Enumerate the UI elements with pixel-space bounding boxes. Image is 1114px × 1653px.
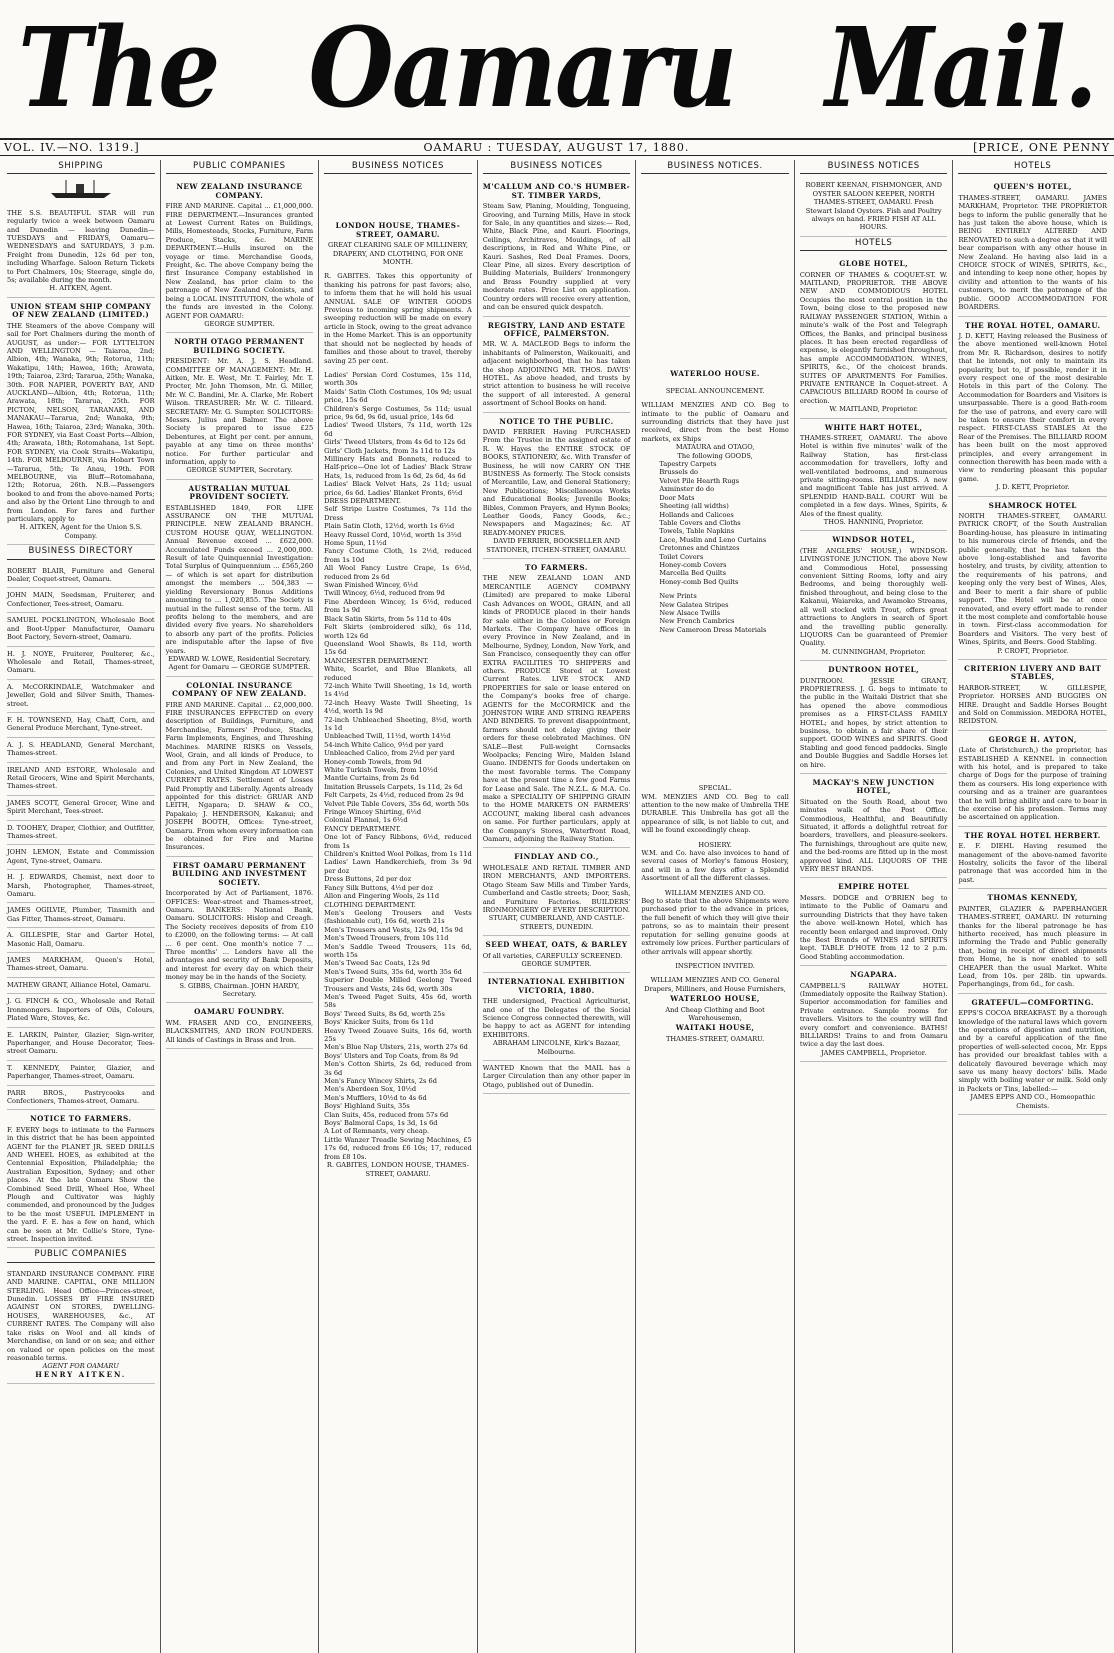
column-3 bbox=[319, 160, 478, 1653]
standard-insurance-agent: AGENT FOR OAMARU bbox=[42, 1362, 119, 1371]
goods-item: Door Mats bbox=[659, 493, 695, 502]
sale-item: Maids' Satin Cloth Costumes, 10s 9d; usual price, 15s 6d bbox=[324, 387, 472, 405]
menzies-name: WILLIAM MENZIES AND CO. bbox=[664, 888, 766, 897]
sale-item: Men's Tweed Paget Suits, 45s 6d, worth 58s bbox=[324, 992, 472, 1010]
directory-entry: F. H. TOWNSEND, Hay, Chaff, Corn, and General Produce Merchant, Tyne-street. bbox=[7, 713, 155, 738]
sale-item: 54-inch White Calico, 9½d per yard bbox=[324, 740, 444, 749]
advertisement-title: AUSTRALIAN MUTUAL PROVIDENT SOCIETY. bbox=[188, 483, 291, 502]
clearing-sale-subtitle: GREAT CLEARING SALE OF MILLINERY, DRAPERY, AND CLOTHING, FOR ONE MONTH. bbox=[327, 241, 468, 267]
sale-item: Millinery Hats and Bonnets, reduced to Half-price—One lot of Ladies' Black Straw Hats, 1s, reduced from 1s 6d, 2s 6d, 4s 6d bbox=[324, 454, 472, 480]
directory-entry: IRELAND AND ESTORE, Wholesale and Retail Grocers, Wine and Spirit Merchants, Thames-street. bbox=[7, 763, 155, 796]
ship-names: MATAURA and OTAGO, bbox=[675, 443, 755, 452]
directory-entry: PARR BROS., Pastrycooks and Confectioners, Thames-street, Oamaru. bbox=[7, 1086, 155, 1111]
goods-item: Axminster do do bbox=[659, 485, 715, 494]
business-notice-ads bbox=[483, 178, 631, 1094]
advertisement-text: THAMES-STREET, OAMARU. JAMES MARKHAM, Proprietor. THE PROPRIETOR begs to inform the public generally that he has just taken the above house, which is BEING ENTIRELY ALTERED AND RENOVATED to such a degree as that it will bear comparison with any other house in New Zealand. He having also laid in a CHOICE STOCK of WINES, SPIRITS, &c., and intending to keep none other, hopes by civility and attention to the wants of his customers, to merit the patronage of the public. GOOD ACCOMMODATION FOR BOARDERS. bbox=[958, 193, 1108, 312]
section-heading-public-companies: PUBLIC COMPANIES bbox=[166, 160, 314, 174]
advertisement-text: (Late of Christchurch,) the proprietor, has ESTABLISHED A KENNEL in connection with his hotel, and is prepared to take charge of Dogs for the purpose of training them as coursers. His long experience with coursing and as a trainer are guarantees that he will bring ability and care to bear in the exercise of his profession. Terms may be ascertained on application. bbox=[958, 746, 1108, 822]
directory-entry: H. J. EDWARDS, Chemist, next door to Marsh, Photographer, Thames-street, Oamaru. bbox=[7, 870, 155, 903]
sale-item: White Turkish Towels, from 10½d bbox=[324, 766, 438, 774]
umbrella-notice: WM. MENZIES AND CO. Beg to call attention to the new make of Umbrella THE DURABLE. This Umbrella has got all the appearance of silk, is not liable to cut, and will be found exceedingly cheap. bbox=[641, 792, 789, 835]
sale-item: Boys' Ulsters and Top Coats, from 8s 9d bbox=[324, 1051, 459, 1060]
sale-item: Mantle Curtains, from 2s 6d bbox=[324, 774, 419, 783]
advertisement-text: Of all varieties, CAREFULLY SCREENED. bbox=[482, 951, 623, 960]
sale-item: Men's Tweed Sac Coats, 12s 9d bbox=[324, 959, 430, 968]
column-7 bbox=[953, 160, 1112, 1653]
goods-item: Tapestry Carpets bbox=[659, 460, 717, 469]
following-goods: The following GOODS, bbox=[677, 451, 753, 460]
section-heading-business-directory: BUSINESS DIRECTORY bbox=[7, 545, 155, 559]
goods-item: Brussels do bbox=[659, 468, 699, 477]
advertisement-text: CAMPBELL'S RAILWAY HOTEL (Immediately opposite the Railway Station). Superior accommodation for families and Private entrance. Sample rooms for travellers. Visitors to the country will find every comfort and convenience. BATHS! BILLIARDS! Trains to and from Oamaru twice a day the last does. bbox=[799, 981, 948, 1049]
ship-icon bbox=[7, 178, 155, 202]
sale-item: Fancy Costume Cloth, 1s 2½d, reduced from 1s 10d bbox=[324, 547, 472, 564]
goods-item: Cretonnes and Chintzes bbox=[659, 544, 740, 553]
advertisement-signature: GEORGE SUMPTER. bbox=[521, 959, 592, 968]
advertisement-title: NORTH OTAGO PERMANENT BUILDING SOCIETY. bbox=[174, 337, 305, 355]
advertisement bbox=[958, 317, 1107, 497]
advertisement bbox=[166, 480, 314, 677]
directory-entry: A. McCORKINDALE, Watchmaker and Jeweller, Gold and Silver Smith, Thames-street. bbox=[7, 680, 155, 713]
advertisement bbox=[958, 827, 1107, 889]
advertisement bbox=[800, 966, 948, 1062]
goods-item: Towels, Table Napkins bbox=[659, 527, 735, 536]
masthead bbox=[0, 0, 1114, 138]
sale-item: Superior Double Milled Geelong Tweed Trousers and Vests, 24s 6d, worth 30s bbox=[324, 976, 472, 993]
menzies-signature: WILLIAM MENZIES AND CO. General Drapers, Milliners, and House Furnishers, bbox=[644, 976, 786, 993]
sale-item: Black Satin Skirts, from 5s 11d to 40s bbox=[324, 614, 452, 623]
special-heading: SPECIAL. bbox=[698, 784, 732, 793]
advertisement-title: GLOBE HOTEL, bbox=[839, 259, 909, 269]
sale-item: Boys' Tweed Suits, 8s 6d, worth 25s bbox=[324, 1009, 445, 1018]
prints-item: New French Cambrics bbox=[659, 617, 735, 626]
sale-item: One lot of Fancy Ribbons, 6½d, reduced from 1s bbox=[324, 833, 472, 850]
sale-item: Fancy Silk Buttons, 4½d per doz bbox=[324, 883, 433, 892]
public-company-ads bbox=[166, 178, 314, 1049]
advertisement-signature: GEORGE SUMPTER. bbox=[204, 319, 275, 328]
prints-item: New Alsace Twills bbox=[659, 608, 721, 617]
advertisement-text: WM. FRASER AND CO., ENGINEERS, BLACKSMITHS, AND IRON FOUNDERS. All kinds of Castings in Brass and Iron. bbox=[165, 1018, 314, 1044]
section-heading-business-notices: BUSINESS NOTICES bbox=[800, 160, 948, 174]
inspection-invited: INSPECTION INVITED. bbox=[675, 961, 755, 970]
advertisement bbox=[800, 419, 948, 532]
advertisement-text: FIRE AND MARINE. Capital ... £1,000,000. FIRE DEPARTMENT.—Insurances granted at Lowest Current Rates on Buildings, Mills, Homesteads, Stocks, Furniture, Farm Produce, Stacks, &c. MARINE DEPARTMENT.—Hulls insured on the voyage or time. Merchandise Goods, Freight, &c. The above Company being the first Insurance Company established in New Zealand, has prior claim to the patronage of New Zealand Colonists, and being a LOCAL INSTITUTION, the whole of the funds are invested in the Colony. AGENT FOR OAMARU: bbox=[165, 202, 314, 320]
sale-item: MANCHESTER DEPARTMENT. bbox=[324, 656, 429, 665]
sale-item: 72-inch White Twill Sheeting, 1s 1d, worth 1s 4½d bbox=[324, 681, 472, 699]
keenan-text: ROBERT KEENAN, FISHMONGER, AND OYSTER SALOON KEEPER, NORTH THAMES-STREET, OAMARU. Fresh Stewart Island Oysters. Fish and Poultry always on hand. FRIED FISH AT ALL HOURS. bbox=[805, 181, 942, 232]
advertisement bbox=[483, 559, 631, 848]
advertisement-signature: H. AITKEN, Agent. bbox=[49, 284, 113, 293]
advertisement-text: THE S.S. BEAUTIFUL STAR will run regularly twice a week between Oamaru and Dunedin — leaving Dunedin—TUESDAYS and FRIDAYS, Oamaru—WEDNESDAYS and SATURDAYS, 3 p.m. Freight from Dunedin, 12s 6d per ton, including Wharfage. Saloon Return Tickets to Port Chalmers, 10s; Steerage, single do, 5s; available during the month. bbox=[7, 208, 155, 285]
advertisement-text: WHOLESALE AND RETAIL TIMBER AND IRON MERCHANTS, AND IMPORTERS. Otago Steam Saw Mills and Timber Yards, Cumberland and Castle streets; Door, Sash, and Furniture Factories. BUILDERS' IRONMONGERY OF EVERY DESCRIPTION. bbox=[482, 863, 631, 914]
advertisement-title: GEORGE H. AYTON, bbox=[988, 734, 1077, 744]
advertisement bbox=[483, 936, 631, 973]
advertisement-title: THOMAS KENNEDY, bbox=[987, 893, 1078, 903]
directory-entry: JAMES OGILVIE, Plumber, Tinsmith and Gas Fitter, Thames-street, Oamaru. bbox=[7, 903, 155, 928]
directory-entry: JAMES SCOTT, General Grocer, Wine and Spirit Merchant, Tees-street. bbox=[7, 796, 155, 821]
advertisement-text: THE undersigned, Practical Agriculturist, and one of the Delegates of the Social Science Congress connected therewith, will be happy to act as AGENT for intending EXHIBITORS. bbox=[482, 997, 631, 1039]
prints-item: New Prints bbox=[659, 592, 697, 601]
notice-to-farmers bbox=[7, 1110, 155, 1248]
hosiery-heading: HOSIERY. bbox=[698, 840, 732, 849]
advertisement bbox=[958, 178, 1107, 316]
advertisement-title: THE ROYAL HOTEL, OAMARU. bbox=[964, 320, 1101, 330]
advertisement-title: SHAMROCK HOTEL bbox=[988, 500, 1077, 510]
sale-item: Colonial Flannel, 1s 6½d bbox=[324, 816, 408, 825]
sale-item: FANCY DEPARTMENT. bbox=[324, 824, 401, 833]
sale-item: Men's Blue Nap Ulsters, 21s, worth 27s 6d bbox=[324, 1043, 468, 1052]
waitaki-house: WAITAKI HOUSE, bbox=[675, 1023, 755, 1033]
section-heading-business-notices: BUSINESS NOTICES bbox=[324, 160, 472, 174]
advertisement-title: REGISTRY, LAND AND ESTATE OFFICE, PALMERSTON. bbox=[487, 320, 626, 338]
goods-item: Table Covers and Cloths bbox=[659, 518, 741, 527]
advertisement bbox=[483, 848, 631, 936]
advertisement bbox=[483, 317, 631, 413]
advertisement-title: NEW ZEALAND INSURANCE COMPANY. bbox=[176, 182, 303, 200]
sale-item: Swan Finished Wincey, 6½d bbox=[324, 581, 418, 590]
thames-street: THAMES-STREET, OAMARU. bbox=[665, 1034, 765, 1043]
hosiery-text: W.M. and Co. have also invoices to hand of several cases of Morley's famous Hosiery, and will in a few days offer a Splendid Assortment of all the different classes. bbox=[641, 849, 789, 883]
advertisement bbox=[800, 661, 948, 774]
advertisement-title: UNION STEAM SHIP COMPANY OF NEW ZEALAND (LIMITED.) bbox=[10, 301, 152, 320]
sale-item: 72-inch Heavy Waste Twill Sheeting, 1s 4½d, worth 1s 9d bbox=[324, 698, 472, 716]
advertisement-title: DUNTROON HOTEL, bbox=[828, 665, 920, 675]
gabites-intro: R. GABITES. Takes this opportunity of thanking his patrons for past favors; also, to inform them that he will hold his usual ANNUAL SALE OF WINTER GOODS Previous to incoming spring shipments. A sweeping reduction will be made on every article in Stock, owing to the great advance in the Home Market. This is an opportunity that should not be neglected by heads of families and those about to travel, thereby saving 25 per cent. bbox=[324, 272, 472, 365]
goods-item: Marcella Bed Quilts bbox=[659, 569, 726, 578]
standard-insurance-ad bbox=[7, 1267, 155, 1384]
directory-entry: ROBERT BLAIR, Furniture and General Dealer, Coquet-street, Oamaru. bbox=[7, 564, 155, 589]
sale-item: CLOTHING DEPARTMENT. bbox=[324, 900, 416, 909]
advertisement-signature: DAVID FERRIER, BOOKSELLER AND STATIONER, ITCHEN-STREET, OAMARU. bbox=[486, 537, 627, 554]
sale-item: Heavy Tweed Zouave Suits, 16s 6d, worth 25s bbox=[324, 1026, 472, 1043]
sale-item: Plain Satin Cloth, 12½d, worth 1s 6½d bbox=[324, 522, 455, 531]
advertisement-title: NOTICE TO THE PUBLIC. bbox=[499, 416, 614, 426]
section-heading-hotels: HOTELS bbox=[958, 160, 1107, 174]
directory-entry: E. LARKIN, Painter, Glazier, Sign-writer, Paperhanger, and House Decorator, Tees-street Oamaru. bbox=[7, 1028, 155, 1061]
advertisement-text: FIRE AND MARINE. Capital ... £2,000,000. FIRE INSURANCES EFFECTED on every description of Buildings, Furniture, and Merchandise, Farmers' Produce, Stacks, Farm Implements, Engines, and Threshing Machines. MARINE RISKS on Vessels, Wool, Grain, and all kinds of Produce, to and from any Port in New Zealand, the Colonies, and United Kingdom AT LOWEST CURRENT RATES. Settlement of Losses Paid Promptly and Liberally. Agents already appointed for this district: GRUAR AND LEITH, Ngapara; D. SHAW & CO., Papakaio; J. HENDERSON, Kakanui; and JOSEPH BOOTH, Offices: Tyne-street, Oamaru. From whom every information can be obtained for Fire and Marine Insurances. bbox=[165, 700, 314, 852]
advertisement-signature: W. MAITLAND, Proprietor. bbox=[829, 405, 918, 414]
advertisement bbox=[483, 178, 631, 316]
directory-entry: A. GILLESPIE, Star and Garter Hotel, Masonic Hall, Oamaru. bbox=[7, 928, 155, 953]
columns bbox=[0, 160, 1114, 1653]
advertisement-text: Steam Saw, Planing, Moulding, Tongueing, Grooving, and Turning Mills, Have in stock for Sale, in any quantities and sizes:— Red, White, Black Pine, and Kauri. Floorings, Ceilings, Architraves, Mouldings, of all descriptions, in Red and White Pine, or Kauri. Sashes, Red Deal Frames. Doors, Clear Pine, all sizes. Every description of Building Materials, Builders' Ironmongery and Brass Foundry supplied at very moderate rates. Price List on application. Country orders will receive every attention, and can be ensured quick despatch. bbox=[482, 202, 631, 312]
advertisement-text: MR. W. A. MACLEOD Begs to inform the inhabitants of Palmerston, Waikouaiti, and adjacent neighborhood, that he has taken the shop ADJOINING MR. THOS. DAVIS' HOTEL. As above headed, and trusts by strict attention to business he will receive the support of all interested. A general assortment of School Books on hand. bbox=[482, 340, 631, 408]
advertisement bbox=[483, 973, 631, 1061]
column-1 bbox=[2, 160, 161, 1653]
notice-title: NOTICE TO FARMERS. bbox=[30, 1114, 132, 1124]
directory-entry: T. KENNEDY, Painter, Glazier, and Paperhanger, Thames-street, Oamaru. bbox=[7, 1061, 155, 1086]
advertisement bbox=[483, 1061, 631, 1094]
directory-entry: JOHN MAIN, Seedsman, Fruiterer, and Confectioner, Tees-street, Oamaru. bbox=[7, 588, 155, 613]
prints-list bbox=[641, 592, 789, 634]
masthead-word-mail: Mail. bbox=[825, 4, 1096, 133]
directory-entry: A. J. S. HEADLAND, General Merchant, Thames-street. bbox=[7, 738, 155, 763]
advertisement bbox=[483, 413, 631, 560]
sale-item: Fine Aberdeen Wincey, 1s 6½d, reduced from 1s 9d bbox=[324, 597, 472, 615]
sale-item: Ladies' Tweed Ulsters, 7s 11d, worth 12s 6d bbox=[324, 421, 472, 438]
sale-item: Self Stripe Lustre Costumes, 7s 11d the Dress bbox=[324, 505, 472, 522]
sale-item: Men's Fancy Wincey Shirts, 2s 6d bbox=[324, 1077, 437, 1086]
directory-entry: H. J. NOYE, Fruiterer, Poulterer, &c., Wholesale and Retail, Thames-street, Oamaru. bbox=[7, 647, 155, 680]
sale-item: Men's Trousers and Vests, 12s 9d, 15s 9d bbox=[324, 925, 463, 934]
sale-item: Felt Skirts (embroidered silk), 6s 11d, worth 12s 6d bbox=[324, 623, 472, 640]
advertisement bbox=[958, 994, 1107, 1115]
column-4 bbox=[478, 160, 637, 1653]
advertisement-text: NORTH THAMES-STREET, OAMARU. PATRICK CROFT, of the South Australian Boarding-house, has pleasure in intimating to his numerous circle of friends, and the public generally, that he has taken the above long-established and favorite hostelry, and trusts, by civility, attention to the requirements of his patrons, and keeping only the very best of Wines, Ales, and Beer to merit a fair share of public support. The Hotel will be at once renovated, and every effort made to render it the most complete and comfortable house in town. First-class accommodation for Boarders and Visitors. The very best of Wines, Spirits, and Beers. Good Stabling. bbox=[958, 512, 1108, 647]
advertisement-text: WANTED Known that the MAIL has a Larger Circulation than any other paper in Otago, published out of Dunedin. bbox=[482, 1064, 631, 1089]
sale-item: Unbleached Twill, 11½d, worth 14½d bbox=[324, 732, 451, 741]
sale-item: Men's Saddle Tweed Trousers, 11s 6d, worth 15s bbox=[324, 942, 472, 959]
goods-item: Sheeting (all widths) bbox=[659, 502, 729, 511]
sale-item: Men's Geelong Trousers and Vests (fashionable cut), 16s 6d, worth 21s bbox=[324, 908, 472, 926]
standard-insurance-text: STANDARD INSURANCE COMPANY. FIRE AND MARINE. CAPITAL, ONE MILLION STERLING. Head Office—Princes-street, Dunedin. LOSSES BY FIRE INSURED AGAINST ON STORES, DWELLING-HOUSES, WAREHOUSES, &c., AT CURRENT RATES. The Company will also take risks on Wool and all kinds of Merchandise, on land or on sea; and either on valued or open policies on the most reasonable terms. bbox=[7, 1269, 155, 1362]
advertisement-signature: JAMES EPPS AND CO., Homeopathic Chemists. bbox=[970, 1093, 1096, 1110]
waterloo-house-title: WATERLOO HOUSE. bbox=[670, 369, 760, 379]
advertisement bbox=[958, 731, 1107, 827]
advertisement bbox=[800, 774, 948, 878]
advertisement bbox=[958, 889, 1107, 993]
sale-item: Girls' Tweed Ulsters, from 4s 6d to 12s 6d bbox=[324, 438, 466, 447]
sale-item: Men's Aberdeen Sox, 10½d bbox=[324, 1085, 417, 1094]
advertisement-title: NGAPARA. bbox=[850, 970, 898, 980]
directory-entry: MATHEW GRANT, Alliance Hotel, Oamaru. bbox=[7, 978, 155, 994]
advertisement bbox=[800, 531, 948, 661]
shipments-text: Beg to state that the above Shipments were purchased prior to the advance in prices, the full benefit of which they will give their patrons, so as to maintain their present reputation for selling genuine goods at extremely low prices. Further particulars of other arrivals will appear shortly. bbox=[641, 897, 789, 956]
sale-item: Ladies' Black Velvet Hats, 2s 11d; usual price, 6s 6d. Ladies' Blanket Fronts, 6½d bbox=[324, 480, 472, 497]
section-heading-public-companies: PUBLIC COMPANIES bbox=[7, 1248, 155, 1262]
gabites-signature: R. GABITES, LONDON HOUSE, THAMES-STREET, OAMARU. bbox=[326, 1161, 470, 1178]
sale-item: Boys' Knicker Suits, from 6s 11d bbox=[324, 1018, 434, 1027]
advertisement-title: COLONIAL INSURANCE COMPANY OF NEW ZEALAND. bbox=[172, 680, 307, 699]
menzies-intro: WILLIAM MENZIES AND CO. Beg to intimate to the public of Oamaru and surrounding districts that they have just received, direct from the best Home markets, ex Ships bbox=[641, 401, 789, 443]
directory-entry: D. TOOHEY, Draper, Clothier, and Outfitter, Thames-street. bbox=[7, 821, 155, 846]
sale-item: Twill Wincey, 6½d, reduced from 9d bbox=[324, 589, 445, 598]
section-heading-hotels: HOTELS bbox=[800, 237, 948, 251]
sale-item: Boys' Highland Suits, 35s bbox=[324, 1102, 410, 1111]
sale-item: DRESS DEPARTMENT. bbox=[324, 497, 402, 505]
advertisement-signature: P. CROFT, Proprietor. bbox=[997, 646, 1069, 655]
special-announcement: SPECIAL ANNOUNCEMENT. bbox=[665, 386, 765, 395]
advertisement bbox=[166, 677, 314, 857]
advertisement-title: MACKAY'S NEW JUNCTION HOTEL, bbox=[812, 778, 935, 796]
sale-item: Little Wanzer Treadle Sewing Machines, £5 17s 6d, reduced from £6 10s; 17, reduced from £8 10s. bbox=[324, 1135, 472, 1161]
section-heading-shipping: SHIPPING bbox=[7, 160, 155, 174]
advertisement-text: J. D. KETT, Having released the Business of the above mentioned well-known Hotel from Mr. R. Richardson, desires to notify that he intends, not only to maintain its popularity, but to, if possible, render it in every respect one of the most desirable Hotels in this part of the Colony. The Accommodation for Boarders and Visitors is unsurpassable. There is a good Bath-room for the use of patrons, and every care will be taken to ensure their comfort in every respect. FIRST-CLASS STABLES At the Rear of the Premises. The BILLIARD ROOM has been built on the most approved principles, and every arrangement in connection therewith has been made with a view to rendering pleasant this popular game. bbox=[958, 331, 1108, 483]
masthead-word-oamaru: Oamaru bbox=[308, 4, 736, 133]
goods-item: Honey-comb Bed Quilts bbox=[659, 577, 739, 586]
directory-entry: JAMES MARKHAM, Queen's Hotel, Thames-street, Oamaru. bbox=[7, 953, 155, 978]
advertisement-title: FINDLAY AND CO., bbox=[514, 852, 599, 862]
goods-list bbox=[641, 460, 789, 586]
sale-item: Men's Tweed Trousers, from 10s 11d bbox=[324, 934, 449, 943]
sale-item: All Wool Fancy Lustre Crape, 1s 6½d, reduced from 2s 6d bbox=[324, 564, 472, 581]
waterloo-house-footer: WATERLOO HOUSE, bbox=[670, 994, 760, 1004]
section-heading-business-notices: BUSINESS NOTICES bbox=[483, 160, 631, 174]
advertisement-text: Incorporated by Act of Parliament, 1876. OFFICES: Wear-street and Thames-street, Oamaru. BANKERS: National Bank, Oamaru. SOLICITORS: Hislop and Creagh. The Society receives deposits of from £10 to £2000, on the following terms: — At call ... 6 per cent. One month's notice 7 ... Three months' ... Lenders have all the advantages and security of Bank Deposits, and interest for every day on which their money may be in the hands of the Society. bbox=[165, 889, 314, 982]
advertisement-text: PRESIDENT: Mr. A. J. S. Headland. COMMITTEE OF MANAGEMENT: Mr. H. Aitken, Mr. E. West, Mr. T. Fairley, Mr. T. Procter, Mr. John Thomson, Mr. G. Miller, Mr. W. C. Bandini, Mr. A. Clarke, Mr. Robert Wilson. TREASURER: Mr. W. C. Tilleard. SECRETARY: Mr. G. Sumpter. SOLICITORS: Messrs. Julius and Balmer. The above Society is prepared to issue £25 Debentures, at Eight per cent. per annum, payable at any time on three months' notice. For further particular and information, apply to bbox=[165, 357, 314, 466]
advertisement-signature: ABRAHAM LINCOLNE, Kirk's Bazaar, Melbourne. bbox=[492, 1039, 621, 1056]
advertisement-signature: GEORGE SUMPTER, Secretary. bbox=[186, 466, 293, 475]
advertisement-title: QUEEN'S HOTEL, bbox=[993, 182, 1072, 192]
advertisement bbox=[800, 878, 948, 966]
advertisement-text: THE Steamers of the above Company will sail for Port Chalmers during the month of AUGUST, as under:— FOR LYTTELTON AND WELLINGTON — Taiaroa, 2nd; Albion, 4th; Wanaka, 9th; Rotorua, 11th; Wakatipu, 14th; Hawea, 16th; Arawata, 19th; Taiaroa, 23rd; Tararua, 25th; Wanaka, 30th. FOR NAPIER, POVERTY BAY, AND AUCKLAND—Albion, 4th; Rotorua, 11th; Arawata, 18th; Tararua, 25th. FOR PICTON, NELSON, TARANAKI, AND MANAKAU—Tararua, 2nd; Wanaka, 9th; Hawea, 16th; Taiaroa, 23rd; Wanaka, 30th. FOR SYDNEY, via East Coast Ports—Albion, 4th; Arawata, 18th; Rotomahana, 1st Sept. FOR SYDNEY, via Cook Straits—Wakatipu, 14th. FOR MELBOURNE, via Hobart Town—Tararua, 5th; Te Anau, 19th. FOR MELBOURNE, via Bluff—Rotomahana, 12th; Rotorua, 26th. N.B.—Passengers booked to and from the above-named Ports; and also by the Orient Line through to and from London. For fares and further particulars, apply to bbox=[7, 321, 155, 524]
section-heading-business-notices: BUSINESS NOTICES. bbox=[641, 160, 789, 174]
column-5 bbox=[636, 160, 795, 1653]
advertisement-text: DAVID FERRIER Having PURCHASED From the Trustee in the assigned estate of R. W. Hayes the ENTIRE STOCK OF BOOKS, STATIONERY, &c. With Transfer of Business, he will now CARRY ON THE BUSINESS As formerly. The Stock consists of Mercantile, Law, and General Stationery; New Publications; Miscellaneous Works and Educational Books; Juvenile Books; Bibles, Common Prayers, and Hymn Books; Leather Goods, Fancy Goods, &c.; Newspapers and Magazines; &c. AT READY-MONEY PRICES. bbox=[482, 427, 631, 537]
sale-item: Fringe Wincey Shirting, 6½d bbox=[324, 808, 422, 817]
advertisement-signature: JAMES CAMPBELL, Proprietor. bbox=[821, 1048, 927, 1057]
advertisement-text: Situated on the South Road, about two minutes walk of the Post Office. Commodious, Healthful, and Beautifully Situated, it affords a delightful retreat for boarders, travellers, and pleasure-seekers. The furnishings, throughout are quite new, and the bed-rooms are fitted up in the most approved kind. ALL LIQUORS OF THE VERY BEST BRANDS. bbox=[799, 797, 948, 874]
shipping-ads bbox=[7, 206, 155, 545]
dateline bbox=[0, 138, 1114, 156]
sale-item: Men's Tweed Suits, 35s 6d, worth 35s 6d bbox=[324, 967, 462, 976]
advertisement-title: WINDSOR HOTEL, bbox=[832, 535, 915, 545]
advertisement-signature: S. GIBBS, Chairman. JOHN HARDY, Secretary. bbox=[179, 981, 300, 998]
sale-item: Home Spun, 11½d bbox=[324, 539, 387, 548]
goods-item: Lace, Muslin and Leno Curtains bbox=[659, 535, 767, 544]
advertisement-title: FIRST OAMARU PERMANENT BUILDING AND INVESTMENT SOCIETY. bbox=[171, 860, 307, 887]
hotel-ads bbox=[958, 178, 1107, 1115]
goods-item: Toilet Covers bbox=[659, 552, 704, 561]
advertisement-text: (THE ANGLERS' HOUSE,) WINDSOR-LIVINGSTONE JUNCTION. The above New and Commodious Hotel, possessing convenient Sitting Rooms, lofty and airy Bedrooms, and being thoroughly well-finished throughout, and being close to the Kakanui, Waiareka, and Awamoko Streams, all well stocked with Trout, offers great attractions to Anglers in search of Sport and the travelling public generally. LIQUORS Can be guaranteed of Premier Quality. bbox=[799, 546, 948, 648]
london-house-title: LONDON HOUSE, THAMES-STREET, OAMARU. bbox=[335, 221, 461, 239]
cheap-clothing: And Cheap Clothing and Boot Warehousemen, bbox=[665, 1005, 765, 1022]
notice-text: F. EVERY begs to intimate to the Farmers in this district that he has been appointed AGENT for the PLANET JR. SEED DRILLS AND WHEEL HOES, as exhibited at the Centennial Exposition, Philadelphia; the Australian Exposition, Sydney; and other places. At the late Oamaru Show the Combined Seed Drill, Wheel Hoe, Wheel Plough and Cultivator was highly commended, and pronounced by the Judges to be the most USEFUL IMPLEMENT in the yard. F. E. has a few on hand, which can be seen at Mr. Collie's Store, Tyne-street. Inspection invited. bbox=[7, 1125, 155, 1244]
advertisement bbox=[958, 497, 1107, 660]
sale-item: Allon and Fingering Wools, 2s 11d bbox=[324, 892, 440, 901]
advertisement-signature: H. AITKEN, Agent for the Union S.S. Company. bbox=[19, 523, 142, 540]
standard-insurance-name: HENRY AITKEN. bbox=[35, 1369, 127, 1379]
sale-item: Men's Mufflers, 10½d to 4s 6d bbox=[324, 1093, 427, 1102]
advertisement-text: THE NEW ZEALAND LOAN AND MERCANTILE AGENCY COMPANY (Limited) are prepared to make Liberal Cash Advances on WOOL, GRAIN, and all kinds of PRODUCE placed in their hands for sale either in the Colonies or Foreign Markets. The Company have offices in every Province in New Zealand, and in Melbourne, Sydney, London, New York, and San Francisco, consequently they can offer EXTRA FACILITIES TO SHIPPERS and others. PRODUCE Stored at Lowest Current Rates. LIVE STOCK AND PROPERTIES for sale or lease entered on the Company's books free of charge. AGENTS for the McCORMICK and the JOHNSTON WIRE AND STRING REAPERS AND BINDERS. To prevent disappointment, farmers should not delay giving their orders for these celebrated Machines. ON SALE—Best Full-weight Cornsacks Woolpacks; Fencing Wire, Malden Island Guano. INDENTS for Goods undertaken on the most favorable terms. The Company have at the present time a few good Farms for Lease and Sale. The N.Z.L. & M.A. Co. make a SPECIALITY OF SHIPPING GRAIN to the HOME MARKETS ON FARMERS' ACCOUNT, making liberal cash advances on same. For further particulars, apply at the Company's Stores, Waterfront Road, Oamaru, adjoining the Railway Station. bbox=[482, 574, 631, 844]
advertisement-signature: M. CUNNINGHAM, Proprietor. bbox=[821, 647, 926, 656]
volume-number: VOL. IV.—NO. 1319.] bbox=[4, 141, 140, 154]
sale-item: A Lot of Remnants, very cheap. bbox=[324, 1127, 430, 1136]
sale-item: Clan Suits, 45s, reduced from 57s 6d bbox=[324, 1110, 449, 1119]
column-2 bbox=[161, 160, 320, 1653]
advertisement-signature: STUART, CUMBERLAND, AND CASTLE-STREETS, DUNEDIN. bbox=[488, 914, 625, 931]
advertisement-text: CORNER OF THAMES & COQUET-ST. W. MAITLAND, PROPRIETOR. THE ABOVE NEW AND COMMODIOUS HOTEL Occupies the most central position in the Town, being close to the proposed new RAILWAY PASSENGER STATION, Within a minute's walk of the Post and Telegraph Offices, the Banks, and principal business places. It has been erected regardless of expense, is elegantly furnished throughout, has ample ACCOMMODATION. WINES, SPIRITS, &c., Of the choicest brands. SUITES OF APARTMENTS For Families. PRIVATE ENTRANCE In Coquet-street. A CAPACIOUS BILLIARD ROOM In course of erection. bbox=[799, 270, 948, 405]
advertisement-text: HARBOR-STREET, W. GILLESPIE, Proprietor. HORSES AND BUGGIES ON HIRE. Draught and Saddle Horses Bought and Sold on Commission. MEDORA HOTEL, REIDSTON. bbox=[958, 683, 1108, 726]
sale-item: Men's Cotton Shirts, 2s 6d, reduced from 3s 6d bbox=[324, 1060, 472, 1077]
prints-item: New Galatea Stripes bbox=[659, 600, 729, 609]
sale-item: Dress Buttons, 2d per doz bbox=[324, 875, 412, 884]
advertisement-text: E. F. DIEHL Having resumed the management of the above-named favorite Hostelry, solicits the favor of the liberal patronage that was accorded him in the past. bbox=[958, 842, 1108, 884]
sale-item: Girls' Cloth Jackets, from 3s 11d to 12s bbox=[324, 446, 456, 455]
advertisement-signature: EDWARD W. LOWE, Residential Secretary. Agent for Oamaru — GEORGE SUMPTER. bbox=[168, 654, 311, 672]
advertisement-title: M'CALLUM AND CO.'S HUMBER-ST. TIMBER YARDS, bbox=[482, 182, 631, 200]
sale-item: 72-inch Unbleached Sheeting, 8½d, worth 1s 1d bbox=[324, 715, 472, 732]
sale-item-list bbox=[324, 371, 472, 1161]
advertisement-title: TO FARMERS. bbox=[525, 563, 588, 573]
advertisement bbox=[166, 333, 314, 480]
price: [PRICE, ONE PENNY bbox=[973, 141, 1110, 154]
advertisement-text: ESTABLISHED 1849, FOR LIFE ASSURANCE ON THE MUTUAL PRINCIPLE. NEW ZEALAND BRANCH. CUSTOM HOUSE QUAY, WELLINGTON. Annual Revenue exceed ... £622,000. Accumulated Funds exceed ... 2,000,000. Result of late Quinquennial Investigation: Total Surplus of Quinquennium ... £565,260 — of which is set apart for distribution amongst the members ... 504,383 — yielding Reversionary Bonus Additions amounting to ... 1,020,855. The Society is mutual in the fullest sense of the term. All profits belong to the members, and are divided every five years. No shareholders to absorb any part of the profits. Policies are indisputable after the lapse of five years. bbox=[165, 503, 314, 655]
sale-item: Ladies' Lawn Handkerchiefs, from 3s 9d per doz bbox=[324, 858, 472, 875]
goods-item: Honey-comb Covers bbox=[659, 560, 727, 569]
hotel-ads bbox=[800, 255, 948, 1062]
issue-date: OAMARU : TUESDAY, AUGUST 17, 1880. bbox=[423, 141, 690, 154]
advertisement bbox=[166, 857, 314, 1004]
advertisement bbox=[166, 178, 314, 333]
directory-entry: JOHN LEMON, Estate and Commission Agent, Tyne-street, Oamaru. bbox=[7, 845, 155, 870]
advertisement-title: CRITERION LIVERY AND BAIT STABLES, bbox=[964, 663, 1102, 682]
advertisement-title: OAMARU FOUNDRY. bbox=[194, 1007, 285, 1017]
prints-item: New Cameroon Dress Materials bbox=[659, 625, 767, 634]
advertisement-text: Messrs. DODGE and O'BRIEN beg to intimate to the Public of Oamaru and surrounding Districts that they have taken the above well-known Hotel, which has recently been enlarged and improved. Only the Best Brands of WINES and SPIRITS kept. TABLE D'HOTE from 12 to 2 p.m. Good Stabling accommodation. bbox=[799, 893, 948, 961]
sale-item: Unbleached Calico, from 2½d per yard bbox=[324, 749, 455, 758]
directory-entry: J. G. FINCH & CO., Wholesale and Retail Ironmongers. Importers of Oils, Colours, Plated Ware, Stoves, &c. bbox=[7, 994, 155, 1027]
masthead-word-the: The bbox=[18, 4, 219, 133]
sale-item: Felt Carpets, 2s 4½d, reduced from 2s 9d bbox=[324, 791, 464, 800]
advertisement bbox=[7, 298, 155, 545]
sale-item: White, Scarlet, and Blue Blankets, all reduced bbox=[324, 665, 472, 682]
goods-item: Hollands and Calicoes bbox=[659, 510, 734, 519]
sale-item: Imitation Brussels Carpets, 1s 11d, 2s 6d bbox=[324, 782, 463, 791]
sale-item: Queensland Wool Shawls, 8s 11d, worth 15s 6d bbox=[324, 639, 472, 657]
advertisement-title: INTERNATIONAL EXHIBITION VICTORIA, 1880. bbox=[487, 977, 626, 995]
advertisement-text: THAMES-STREET, OAMARU. The above Hotel is within five minutes' walk of the Railway Station, has first-class accommodation for travellers, lofty and well-ventilated bedrooms, and numerous private sitting-rooms. BILLIARDS. A new and magnificent Table has just arrived. A SPLENDID HAND-BALL COURT Will be completed in a few days. Wines, Spirits, & Ales of the finest quality. bbox=[799, 433, 948, 518]
business-directory bbox=[7, 564, 155, 1111]
sale-item: Heavy Russel Cord, 10½d, worth 1s 3½d bbox=[324, 530, 462, 539]
keenan-ad bbox=[800, 178, 948, 236]
advertisement bbox=[166, 1003, 314, 1049]
advertisement-signature: J. D. KETT, Proprietor. bbox=[995, 483, 1070, 492]
advertisement bbox=[7, 206, 155, 298]
advertisement-title: THE ROYAL HOTEL HERBERT. bbox=[964, 830, 1101, 840]
sale-item: Honey-comb Towels, from 9d bbox=[324, 757, 422, 766]
sale-item: Ladies' Persian Cord Costumes, 15s 11d, worth 30s bbox=[324, 370, 472, 388]
advertisement-text: DUNTROON. JESSIE GRANT, PROPRIETRESS. J. G. begs to intimate to the public in the Waitaki District that she has opened the above commodious premises as a FIRST-CLASS FAMILY HOTEL; and hopes, by strict attention to business, to obtain a fair share of their support. GOOD WINES and SPIRITS. Good Stabling and good fenced paddocks. Single and Double Buggies and Saddle Horses let on hire. bbox=[799, 676, 948, 769]
advertisement-title: EMPIRE HOTEL bbox=[838, 882, 910, 892]
advertisement-title: WHITE HART HOTEL, bbox=[824, 422, 923, 432]
advertisement-text: PAINTER, GLAZIER & PAPERHANGER THAMES-STREET, OAMARU. IN returning thanks for the liberal patronage he has hitherto received, has much pleasure in informing the Trade and Public generally that, being in receipt of direct shipments from Home, he is now enabled to sell CHEAPER than the usual Market. White Lead, from 10s. per 28lb. tin upwards. Paperhangings, from 6d., for cash. bbox=[958, 904, 1108, 989]
sale-item: Boys' Balmoral Caps, 1s 3d, 1s 6d bbox=[324, 1119, 438, 1128]
advertisement-signature: THOS. HANNING, Proprietor. bbox=[823, 518, 924, 527]
advertisement-title: SEED WHEAT, OATS, & BARLEY bbox=[485, 940, 628, 950]
sale-item: Children's Knitted Wool Polkas, from 1s 11d bbox=[324, 850, 472, 859]
column-6 bbox=[795, 160, 954, 1653]
advertisement-text: EPPS'S COCOA BREAKFAST. By a thorough knowledge of the natural laws which govern the operations of digestion and nutrition, and by a careful application of the fine properties of well-selected cocoa, Mr. Epps has provided our breakfast tables with a delicately flavoured beverage which may save us many heavy doctors' bills. Made simply with boiling water or milk. Sold only in Packets or Tins, labelled:— bbox=[958, 1009, 1108, 1093]
advertisement bbox=[958, 660, 1107, 731]
advertisement bbox=[800, 255, 948, 418]
advertisement-title: GRATEFUL—COMFORTING. bbox=[971, 997, 1095, 1007]
sale-item: Velvet Pile Table Covers, 35s 6d, worth 50s bbox=[324, 799, 469, 808]
sale-item: Children's Serge Costumes, 5s 11d; usual price, 9s 6d, 9s 6d, usual price, 14s 6d bbox=[324, 404, 472, 421]
directory-entry: SAMUEL POCKLINGTON, Wholesale Boot and Boot-Upper Manufacturer, Oamaru Boot Factory, Severn-street, Oamaru. bbox=[7, 613, 155, 646]
goods-item: Velvet Pile Hearth Rugs bbox=[659, 476, 740, 485]
